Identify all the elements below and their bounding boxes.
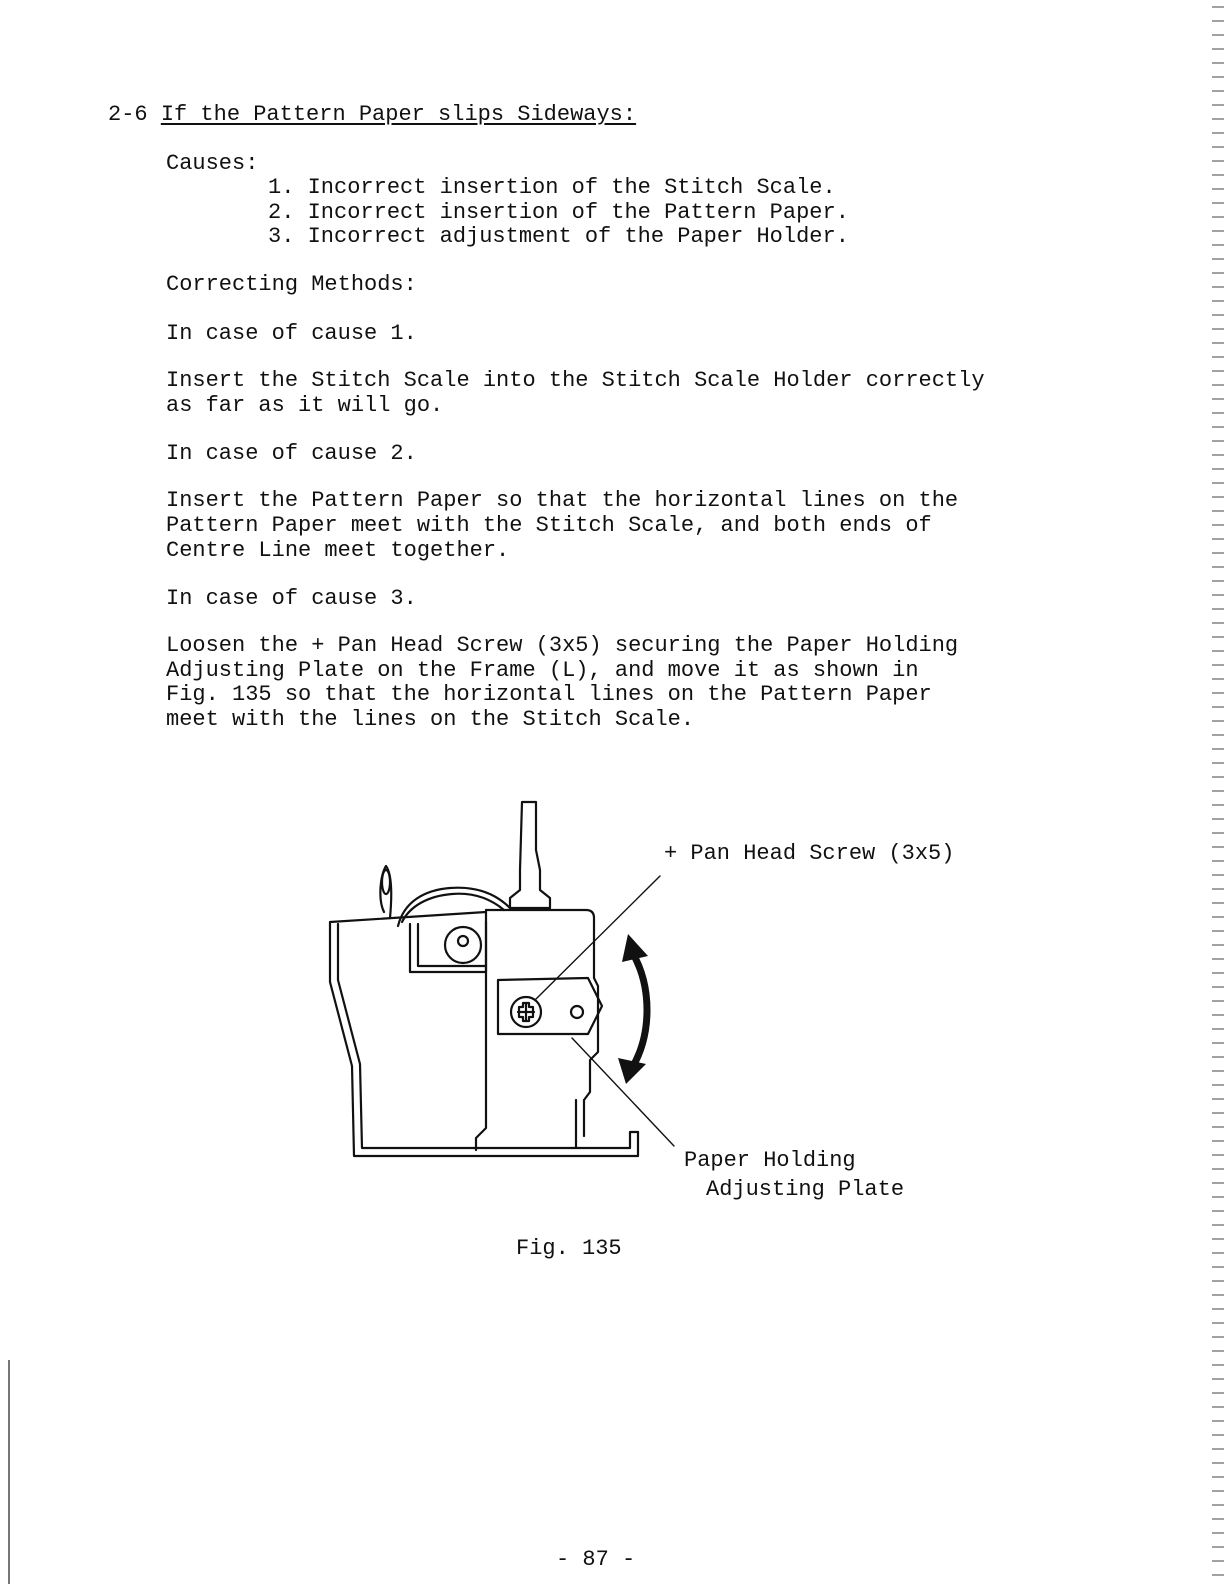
plate-leader-line	[572, 1038, 674, 1146]
label-pan-head-screw: + Pan Head Screw (3x5)	[664, 841, 955, 866]
figure-caption: Fig. 135	[516, 1236, 622, 1261]
case-1-line-1: Insert the Stitch Scale into the Stitch Scale Holder correctly	[166, 368, 985, 393]
cause-item-1: 1. Incorrect insertion of the Stitch Scale.	[268, 175, 836, 200]
case-2-line-2: Pattern Paper meet with the Stitch Scale, and both ends of	[166, 513, 932, 538]
scan-edge-right	[1212, 0, 1224, 1584]
section-heading	[108, 102, 636, 127]
frame-body	[330, 912, 638, 1156]
plate-hole	[571, 1006, 583, 1018]
case-2-line-1: Insert the Pattern Paper so that the horizontal lines on the	[166, 488, 959, 513]
section-title: If the Pattern Paper slips Sideways:	[160, 102, 637, 127]
paper-holder-diagram	[300, 790, 700, 1180]
spindle-post	[510, 802, 550, 908]
scan-edge-left	[8, 1360, 10, 1584]
case-3-line-2: Adjusting Plate on the Frame (L), and move it as shown in	[166, 658, 919, 683]
section-number: 2-6	[108, 102, 148, 127]
label-paper-holding: Paper Holding	[684, 1148, 856, 1173]
adjusting-plate	[498, 978, 602, 1034]
case-3-title: In case of cause 3.	[166, 586, 417, 611]
stitch-scale-holder	[486, 910, 598, 1136]
case-1-line-2: as far as it will go.	[166, 393, 444, 418]
causes-heading: Causes:	[166, 151, 259, 176]
cause-item-2: 2. Incorrect insertion of the Pattern Paper.	[268, 200, 849, 225]
label-adjusting-plate: Adjusting Plate	[706, 1177, 905, 1202]
case-2-line-3: Centre Line meet together.	[166, 538, 510, 563]
page-number: - 87 -	[556, 1547, 636, 1572]
correcting-heading: Correcting Methods:	[166, 272, 417, 297]
roller-bracket	[410, 922, 486, 972]
case-3-line-4: meet with the lines on the Stitch Scale.	[166, 707, 695, 732]
case-3-line-1: Loosen the + Pan Head Screw (3x5) securing the Paper Holding	[166, 633, 959, 658]
case-3-line-3: Fig. 135 so that the horizontal lines on the Pattern Paper	[166, 682, 932, 707]
movement-arrow	[632, 952, 647, 1068]
case-2-title: In case of cause 2.	[166, 441, 417, 466]
cause-item-3: 3. Incorrect adjustment of the Paper Holder.	[268, 224, 849, 249]
case-1-title: In case of cause 1.	[166, 321, 417, 346]
